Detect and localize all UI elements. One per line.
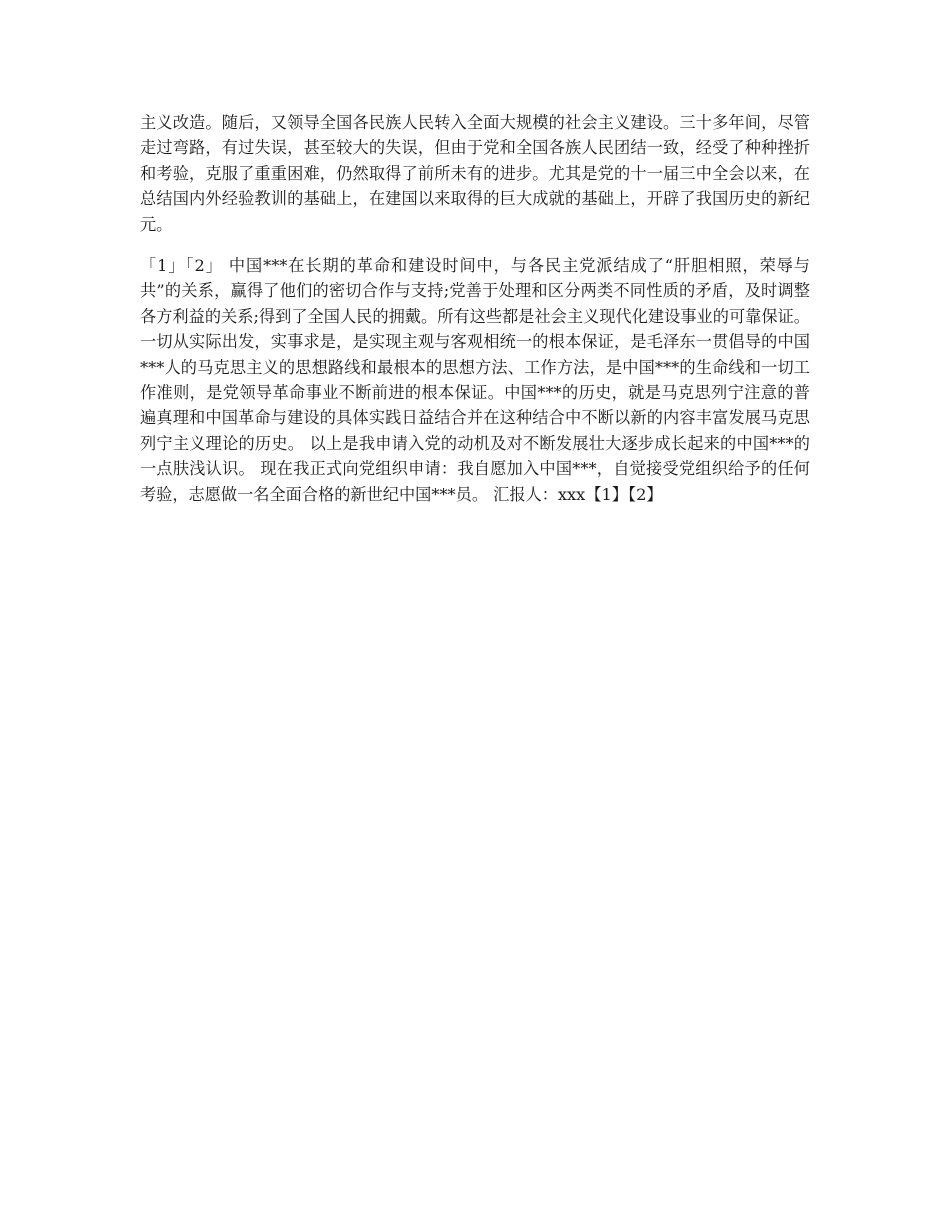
document-body — [140, 110, 810, 523]
paragraph-2: 「1」「2」 中国***在长期的革命和建设时间中，与各民主党派结成了“肝胆相照，荣辱与共”的关系，赢得了他们的密切合作与支持;党善于处理和区分两类不同性质的矛盾，及时调整各方利益的关系;得到了全国人民的拥戴。所有这些都是社会主义现代化建设事业的可靠保证。 一切从实际出发，实事求是，是实现主观与客观相统一的根本保证，是毛泽东一贯倡导的中国***人的马克思主义的思想路线和最根本的思想方法、工作方法，是中国***的生命线和一切工作准则，是党领导革命事业不断前进的根本保证。中国***的历史，就是马克思列宁注意的普遍真理和中国革命与建设的具体实践日益结合并在这种结合中不断以新的内容丰富发展马克思列宁主义理论的历史。 以上是我申请入党的动机及对不断发展壮大逐步成长起来的中国***的一点肤浅认识。 现在我正式向党组织申请：我自愿加入中国***，自觉接受党组织给予的任何考验，志愿做一名全面合格的新世纪中国***员。 汇报人：xxx【1】【2】 — [140, 256, 810, 504]
paragraph-1: 主义改造。随后，又领导全国各民族人民转入全面大规模的社会主义建设。三十多年间，尽管走过弯路，有过失误，甚至较大的失误，但由于党和全国各族人民团结一致，经受了种种挫折和考验，克服了重重困难，仍然取得了前所未有的进步。尤其是党的十一届三中全会以来，在总结国内外经验教训的基础上，在建国以来取得的巨大成就的基础上，开辟了我国历史的新纪元。 — [140, 113, 810, 234]
